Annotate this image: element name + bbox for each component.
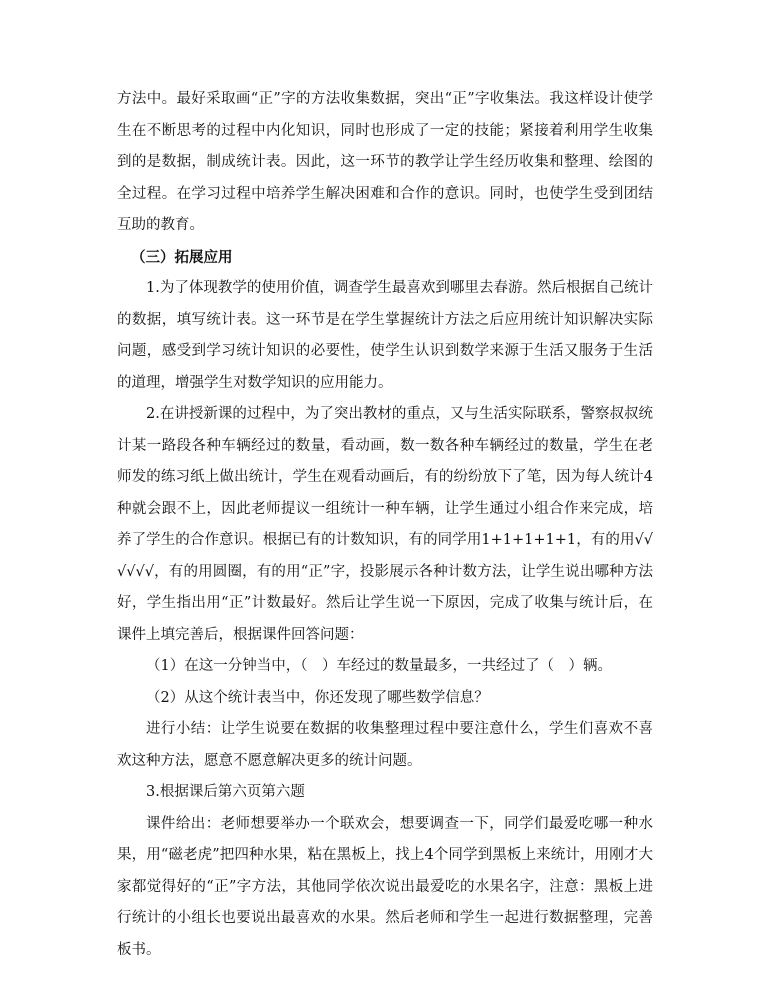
paragraph-item-3: 3.根据课后第六页第六题 <box>146 784 305 800</box>
section-heading-expansion: （三）拓展应用 <box>131 248 233 266</box>
paragraph-item-2: 2.在讲授新课的过程中，为了突出教材的重点，又与生活实际联系，警察叔叔统计某一路段各种车辆经过的数量，看动画，数一数各种车辆经过的数量，学生在老师发的练习纸上做出统计，学生在观看动画后，有的纷纷放下了笔，因为每人统计4种就会跟不上，因此老师提议一组统计一种车辆，让学生通过小组合作来完成，培养了学生的合作意识。根据已有的计数知识，有的同学用1+1+1+1+1，有的用√√√√√√，有的用圆圈，有的用“正”字，投影展示各种计数方法，让学生说出哪种方法好，学生指出用“正”计数最好。然后让学生说一下原因，完成了收集与统计后，在课件上填完善后，根据课件回答问题： <box>117 406 653 643</box>
question-2: （2）从这个统计表当中，你还发现了哪些数学信息？ <box>146 689 489 706</box>
document-body <box>117 84 653 966</box>
paragraph-courseware: 课件给出：老师想要举办一个联欢会，想要调查一下，同学们最爱吃哪一种水果，用“磁老虎”把四种水果，粘在黑板上，找上4个同学到黑板上来统计，用刚才大家都觉得好的“正”字方法，其他同学依次说出最爱吃的水果名字，注意：黑板上进行统计的小组长也要说出最喜欢的水果。然后老师和学生一起进行数据整理，完善板书。 <box>117 815 653 958</box>
question-1: （1）在这一分钟当中，（ ）车经过的数量最多，一共经过了（ ）辆。 <box>146 658 612 674</box>
paragraph-summary: 进行小结：让学生说要在数据的收集整理过程中要注意什么，学生们喜欢不喜欢这种方法，愿意不愿意解决更多的统计问题。 <box>117 721 653 769</box>
paragraph-intro: 方法中。最好采取画“正”字的方法收集数据，突出“正”字收集法。我这样设计使学生在不断思考的过程中内化知识，同时也形成了一定的技能；紧接着利用学生收集到的是数据，制成统计表。因此，这一环节的教学让学生经历收集和整理、绘图的全过程。在学习过程中培养学生解决困难和合作的意识。同时，也使学生受到团结互助的教育。 <box>117 91 653 233</box>
paragraph-item-1: 1.为了体现教学的使用价值，调查学生最喜欢到哪里去春游。然后根据自己统计的数据，填写统计表。这一环节是在学生掌握统计方法之后应用统计知识解决实际问题，感受到学习统计知识的必要性，使学生认识到数学来源于生活又服务于生活的道理，增强学生对数学知识的应用能力。 <box>117 280 653 391</box>
